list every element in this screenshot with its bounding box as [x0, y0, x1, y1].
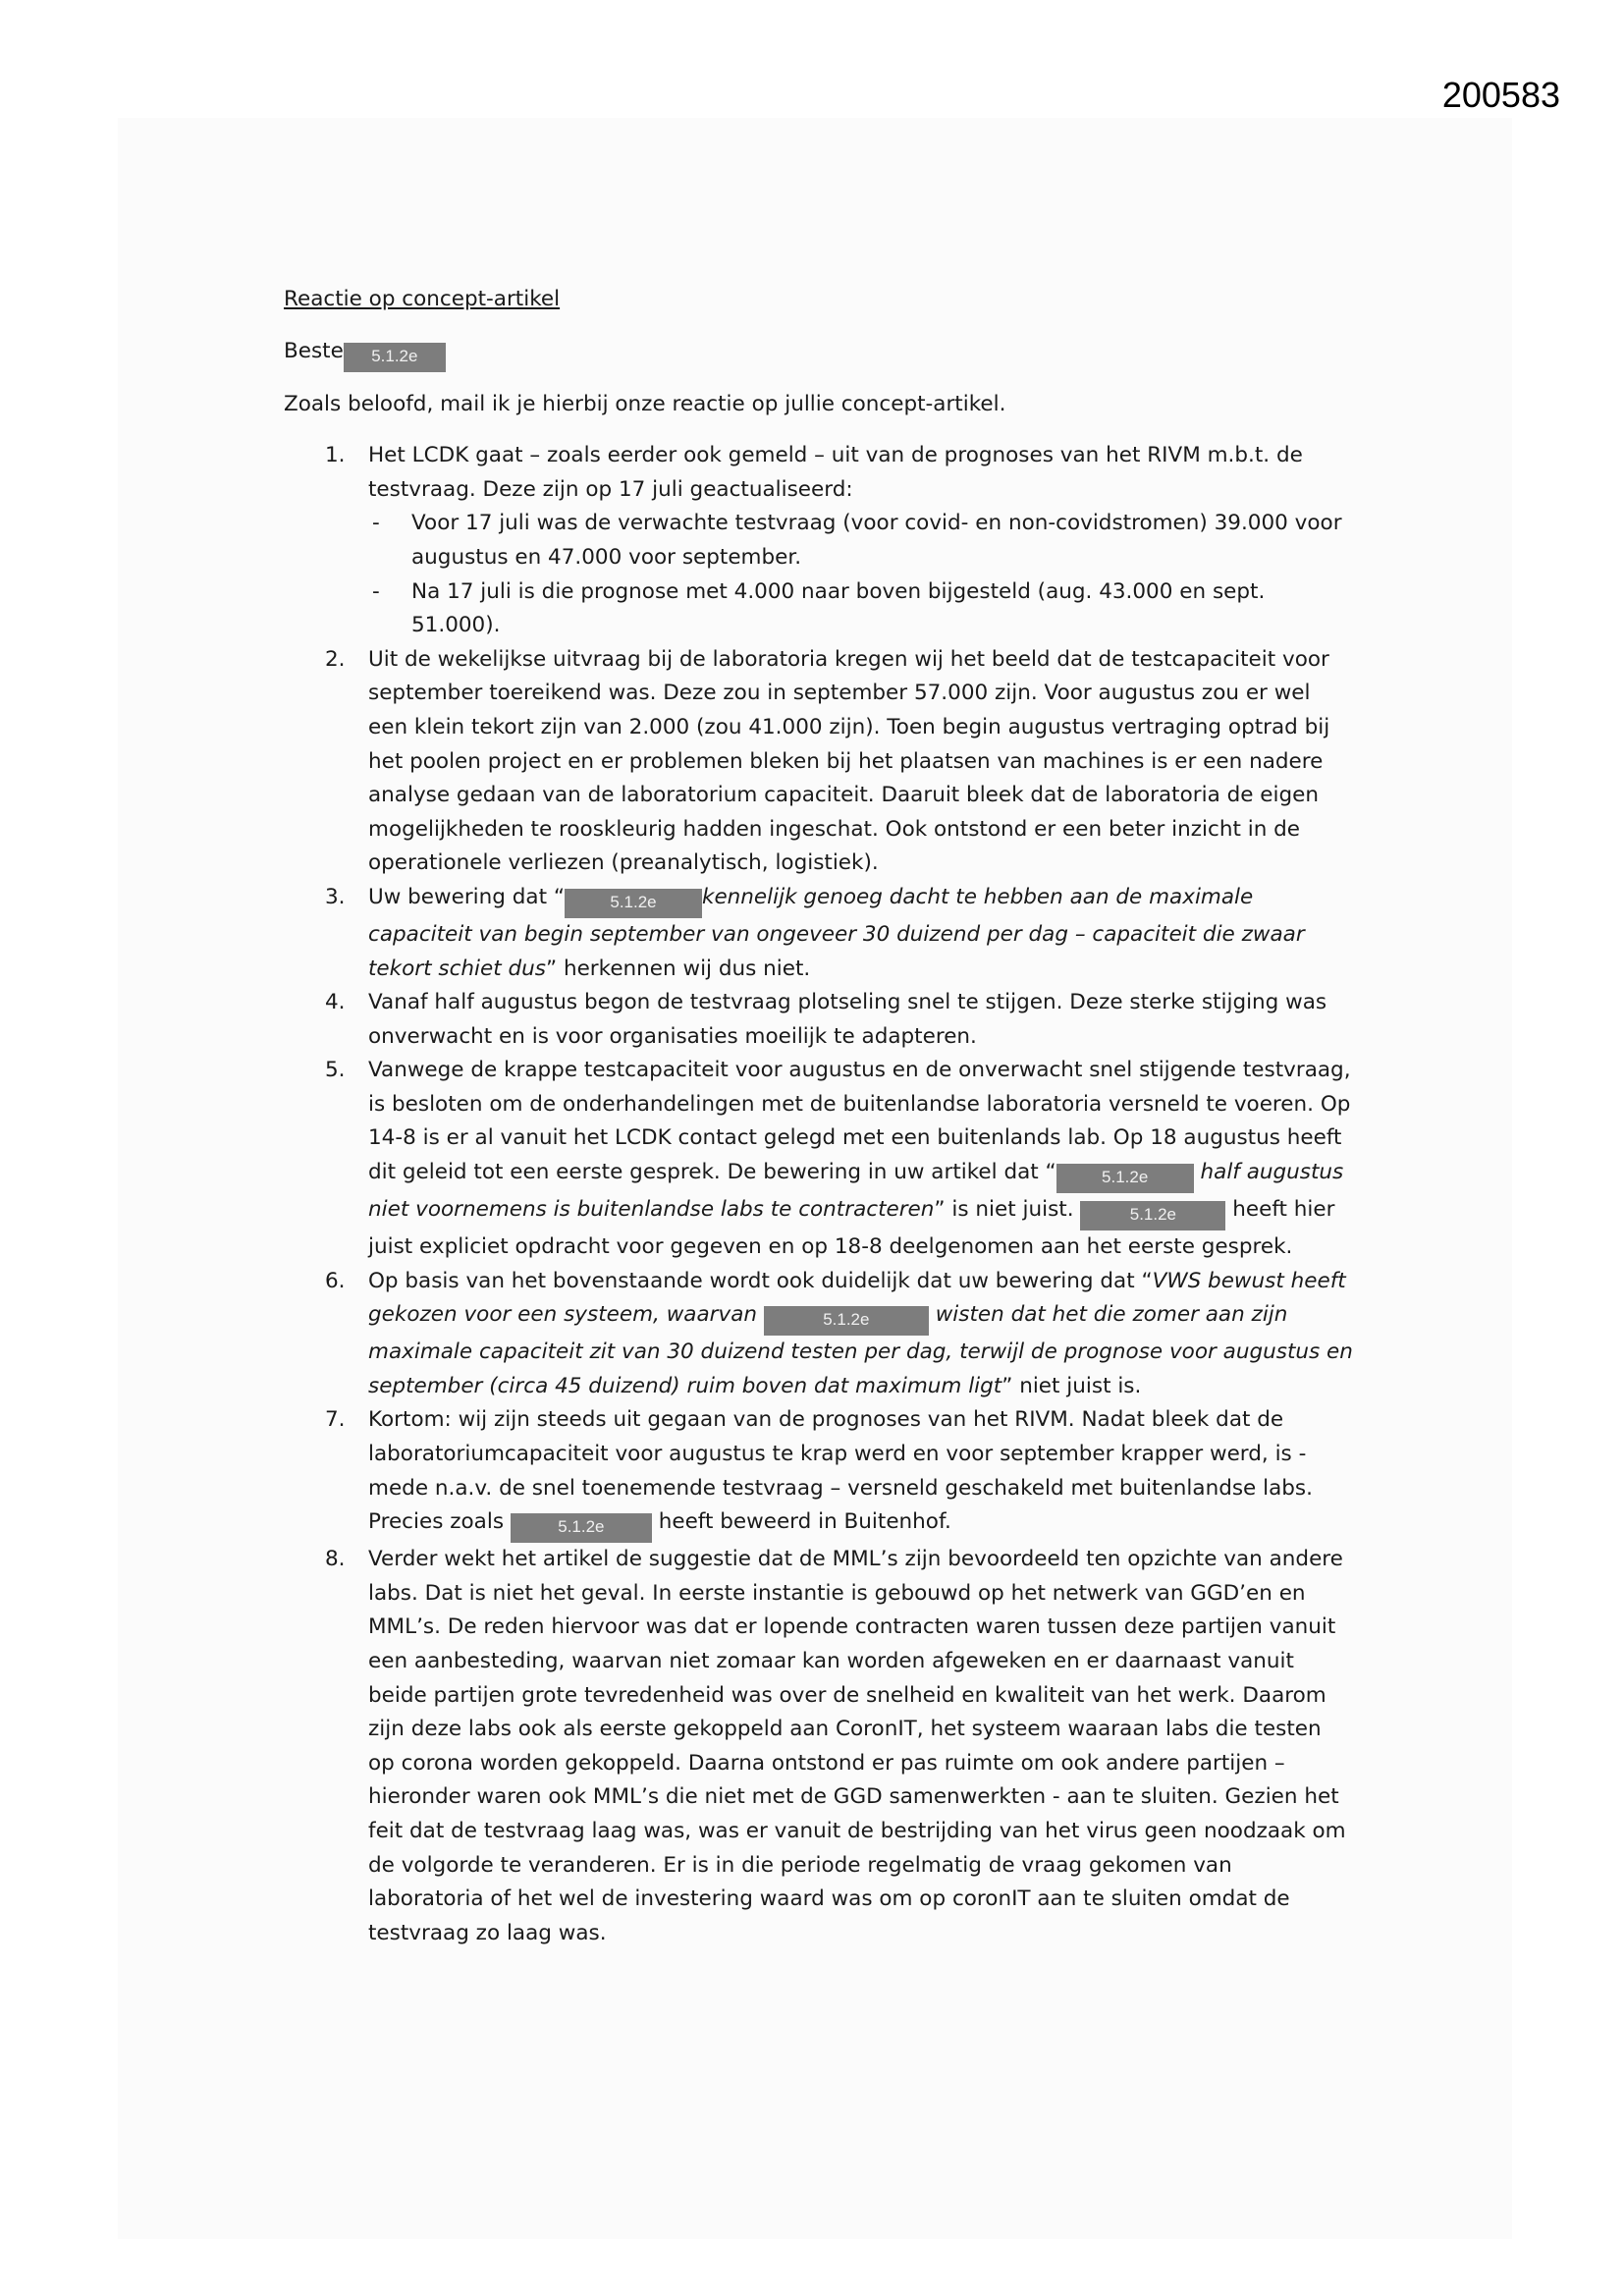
- redaction-box: 5.1.2e: [1080, 1201, 1225, 1230]
- dash-marker: -: [372, 578, 380, 604]
- item-number: 5.: [325, 1058, 346, 1083]
- item-number: 3.: [325, 884, 346, 909]
- list-item: [284, 1265, 1354, 1404]
- intro-paragraph: Zoals beloofd, mail ik je hierbij onze reactie op jullie concept-artikel.: [284, 391, 1006, 416]
- dash-marker: -: [372, 511, 380, 536]
- redaction-box: 5.1.2e: [565, 889, 702, 918]
- list-item: [284, 1543, 1354, 1950]
- list-item: [284, 986, 1354, 1054]
- item-text: Uw bewering dat “: [368, 884, 565, 909]
- item-number: 8.: [325, 1547, 346, 1572]
- item-text: Vanaf half augustus begon de testvraag plotseling snel te stijgen. Deze sterke stijging was onverwacht en is voor organisaties moeilijk te adapteren.: [368, 990, 1327, 1049]
- document-number: 200583: [1441, 75, 1560, 115]
- item-text: heeft hier juist expliciet opdracht voor gegeven en op 18-8 deelgenomen aan het eerste gesprek.: [368, 1197, 1335, 1260]
- item-number: 4.: [325, 990, 346, 1015]
- item-number: 1.: [325, 443, 346, 468]
- subject-line: Reactie op concept-artikel: [284, 287, 561, 311]
- item-number: 6.: [325, 1268, 346, 1293]
- item-text: heeft beweerd in Buitenhof.: [658, 1509, 951, 1535]
- list-item: [284, 643, 1354, 881]
- item-text: Kortom: wij zijn steeds uit gegaan van de prognoses van het RIVM. Nadat bleek dat de laboratoriumcapaciteit voor augustus te krap werd en voor september krapper werd, is - mede n.a.v. de snel toenemende testvraag – versneld geschakeld met buitenlandse labs. Precies zoals: [368, 1407, 1313, 1535]
- quoted-claim: kennelijk genoeg dacht te hebben aan de maximale capaciteit van begin september van ongeveer 30 duizend per dag – capaciteit die zwaar tekort schiet dus: [368, 884, 1305, 981]
- sub-item-text: Na 17 juli is die prognose met 4.000 naar boven bijgesteld (aug. 43.000 en sept. 51.000).: [411, 578, 1266, 638]
- sub-item-text: Voor 17 juli was de verwachte testvraag (voor covid- en non-covidstromen) 39.000 voor augustus en 47.000 voor september.: [411, 511, 1342, 570]
- list-item: [284, 1054, 1354, 1264]
- item-number: 7.: [325, 1407, 346, 1433]
- sub-list: [368, 507, 1354, 642]
- redaction-box: 5.1.2e: [1056, 1164, 1194, 1193]
- item-text: Op basis van het bovenstaande wordt ook duidelijk dat uw bewering dat “: [368, 1268, 1153, 1293]
- item-text: Het LCDK gaat – zoals eerder ook gemeld – uit van de prognoses van het RIVM m.b.t. de testvraag. Deze zijn op 17 juli geactualiseerd:: [368, 443, 1303, 502]
- redaction-box: 5.1.2e: [764, 1306, 929, 1336]
- item-text: Uit de wekelijkse uitvraag bij de laboratoria kregen wij het beeld dat de testcapaciteit voor september toereikend was. Deze zou in september 57.000 zijn. Voor augustus zou er wel een klein tekort zijn van 2.000 (zou 41.000 zijn). Toen begin augustus vertraging optrad bij het poolen project en er problemen bleken bij het plaatsen van machines is er een nadere analyse gedaan van de laboratorium capaciteit. Daaruit bleek dat de laboratoria de eigen mogelijkheden te rooskleurig hadden ingeschat. Ook ontstond er een beter inzicht in de operationele verliezen (preanalytisch, logistiek).: [368, 646, 1330, 876]
- quoted-claim: wisten dat het die zomer aan zijn maximale capaciteit zit van 30 duizend testen per dag, terwijl de prognose voor augustus en september (circa 45 duizend) ruim boven dat maximum ligt: [368, 1302, 1353, 1398]
- list-item: [284, 881, 1354, 986]
- sub-list-item: [368, 575, 1354, 643]
- item-text: ” herkennen wij dus niet.: [545, 956, 811, 981]
- item-text: ” niet juist is.: [1001, 1373, 1142, 1398]
- redaction-box: 5.1.2e: [344, 343, 446, 372]
- quoted-claim: half augustus niet voornemens is buitenlandse labs te contracteren: [368, 1160, 1344, 1223]
- greeting-word: Beste: [284, 338, 344, 363]
- letter-body: [284, 283, 1354, 1950]
- item-text: Vanwege de krappe testcapaciteit voor augustus en de onverwacht snel stijgende testvraag, is besloten om de onderhandelingen met de buitenlandse laboratoria versneld te voeren. Op 14-8 is er al vanuit het LCDK contact gelegd met een buitenlands lab. Op 18 augustus heeft dit geleid tot een eerste gesprek. De bewering in uw artikel dat “: [368, 1058, 1351, 1185]
- response-points: [284, 439, 1354, 1950]
- item-text: Verder wekt het artikel de suggestie dat de MML’s zijn bevoordeeld ten opzichte van andere labs. Dat is niet het geval. In eerste instantie is gebouwd op het netwerk van GGD’en en MML’s. De reden hiervoor was dat er lopende contracten waren tussen deze partijen vanuit een aanbesteding, waarvan niet zomaar kan worden afgeweken en er daarnaast vanuit beide partijen grote tevredenheid was over de snelheid en kwaliteit van het werk. Daarom zijn deze labs ook als eerste gekoppeld aan CoronIT, het systeem waaraan labs die testen op corona worden gekoppeld. Daarna ontstond er pas ruimte om ook andere partijen – hieronder waren ook MML’s die niet met de GGD samenwerkten - aan te sluiten. Gezien het feit dat de testvraag laag was, was er vanuit de bestrijding van het virus geen noodzaak om de volgorde te veranderen. Er is in die periode regelmatig de vraag gekomen van laboratoria of het wel de investering waard was om op coronIT aan te sluiten omdat de testvraag zo laag was.: [368, 1547, 1346, 1945]
- list-item: [284, 439, 1354, 643]
- sub-list-item: [368, 507, 1354, 574]
- quoted-claim: VWS bewust heeft gekozen voor een systeem, waarvan: [368, 1268, 1346, 1328]
- item-text: ” is niet juist.: [934, 1197, 1074, 1223]
- redaction-box: 5.1.2e: [511, 1513, 652, 1543]
- list-item: [284, 1403, 1354, 1543]
- greeting-line: [284, 335, 1354, 372]
- item-number: 2.: [325, 646, 346, 672]
